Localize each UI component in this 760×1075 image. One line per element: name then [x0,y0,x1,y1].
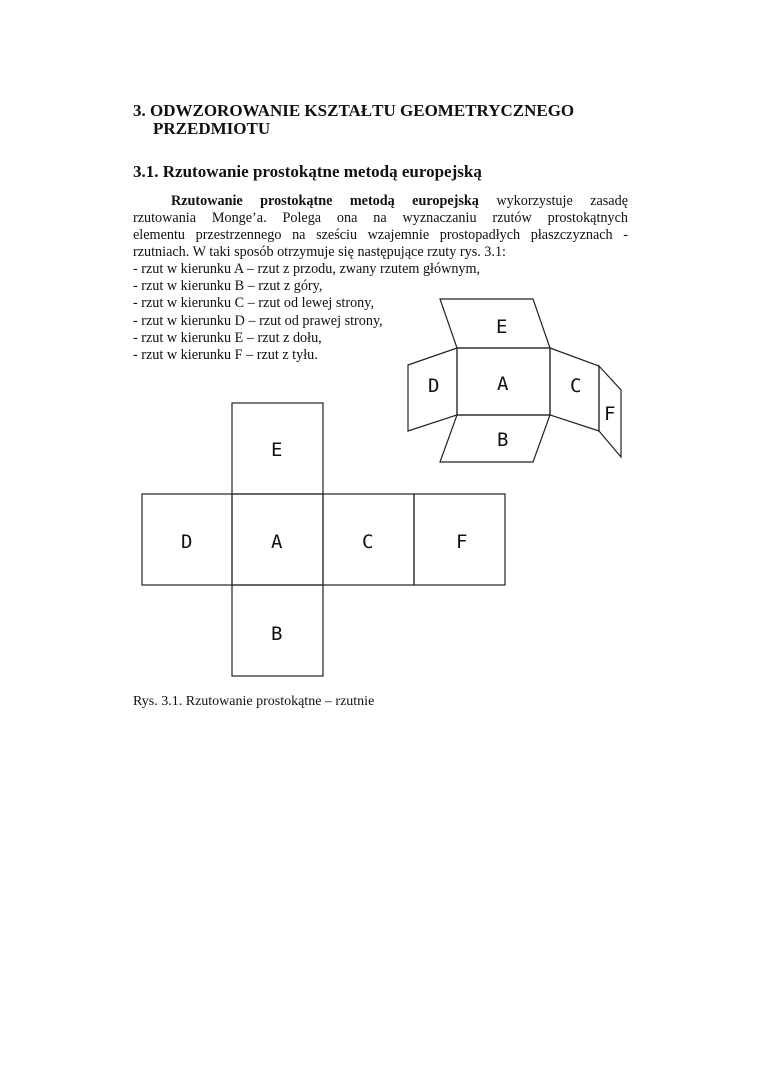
list-item: - rzut w kierunku C – rzut od lewej strony, [133,295,374,312]
list-item: - rzut w kierunku D – rzut od prawej strony, [133,312,383,329]
net-label-e: E [271,439,283,461]
paragraph-line: rzutowania Monge’a. Polega ona na wyznaczaniu rzutów prostokątnych [133,210,628,226]
paragraph-line: elementu przestrzennego na sześciu wzajemnie prostopadłych płaszczyznach - [133,227,628,243]
list-item: - rzut w kierunku F – rzut z tyłu. [133,347,318,364]
net-label-a: A [271,531,283,553]
figure-caption: Rys. 3.1. Rzutowanie prostokątne – rzutnie [133,694,375,709]
list-item: - rzut w kierunku B – rzut z góry, [133,278,323,295]
cube-net-diagram [142,403,505,676]
label-e: E [496,316,508,338]
bold-lead: Rzutowanie prostokątne metodą europejską [171,193,479,209]
section-title: 3.1. Rzutowanie prostokątne metodą europejską [133,162,482,181]
chapter-title-continued: PRZEDMIOTU [153,119,271,138]
list-item: - rzut w kierunku A – rzut z przodu, zwany rzutem głównym, [133,261,481,277]
paragraph-text: wykorzystuje zasadę [478,193,628,209]
label-b: B [497,429,509,451]
label-d: D [428,375,440,397]
plane-e [440,299,550,348]
plane-b [440,415,550,462]
label-c: C [570,375,582,397]
paragraph-line: rzutniach. W taki sposób otrzymuje się następujące rzuty rys. 3.1: [133,244,506,260]
list-item: - rzut w kierunku E – rzut z dołu, [133,329,322,346]
net-label-f: F [456,531,468,553]
label-a: A [497,373,509,395]
label-f: F [604,403,616,425]
net-label-c: C [362,531,374,553]
chapter-title: 3. ODWZOROWANIE KSZTAŁTU GEOMETRYCZNEGO [133,101,575,120]
net-label-d: D [181,531,193,553]
unfolding-cube-diagram [408,299,621,462]
net-label-b: B [271,623,283,645]
